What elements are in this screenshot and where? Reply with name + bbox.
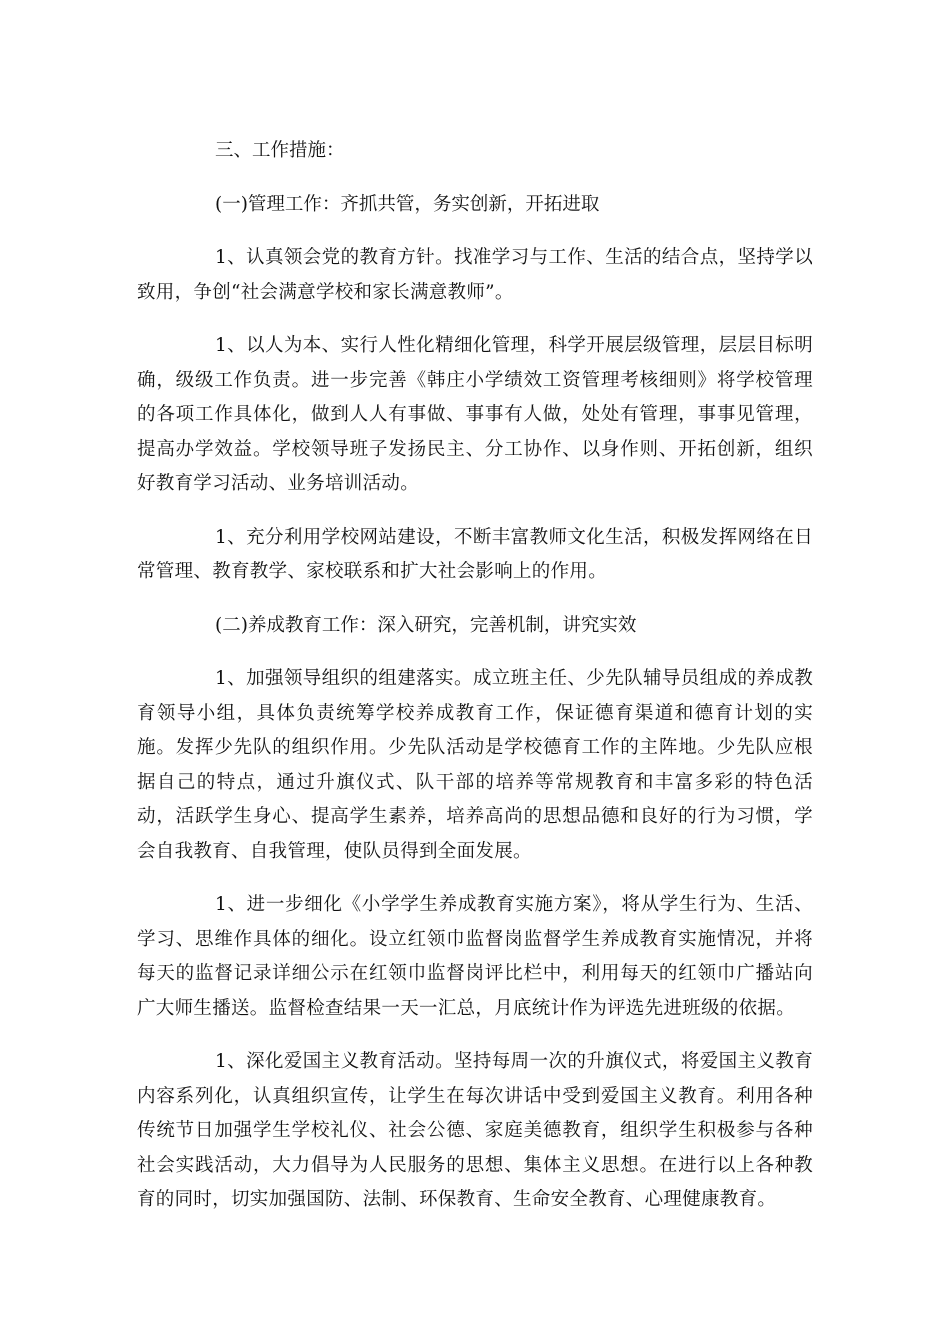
paragraph: 1、深化爱国主义教育活动。坚持每周一次的升旗仪式，将爱国主义教育内容系列化，认真组织宣传，让学生在每次讲话中受到爱国主义教育。利用各种传统节日加强学生学校礼仪、社会公德、家庭美德教育，组织学生积极参与各种社会实践活动，大力倡导为人民服务的思想、集体主义思想。在进行以上各种教育的同时，切实加强国防、法制、环保教育、生命安全教育、心理健康教育。 <box>137 1051 813 1210</box>
paragraph: 1、充分利用学校网站建设，不断丰富教师文化生活，积极发挥网络在日常管理、教育教学、家校联系和扩大社会影响上的作用。 <box>137 526 813 582</box>
subsection-title-management: (一)管理工作：齐抓共管，务实创新，开拓进取 <box>215 193 600 215</box>
paragraph: 1、认真领会党的教育方针。找准学习与工作、生活的结合点，坚持学以致用，争创“社会满意学校和家长满意教师”。 <box>137 247 813 303</box>
subsection-title-habit-education: (二)养成教育工作：深入研究，完善机制，讲究实效 <box>215 614 637 636</box>
paragraph: 1、进一步细化《小学学生养成教育实施方案》，将从学生行为、生活、学习、思维作具体的细化。设立红领巾监督岗监督学生养成教育实施情况，并将每天的监督记录详细公示在红领巾监督岗评比栏中，利用每天的红领巾广播站向广大师生播送。监督检查结果一天一汇总，月底统计作为评选先进班级的依据。 <box>137 894 813 1019</box>
document-body <box>137 134 813 1237</box>
paragraph: 1、加强领导组织的组建落实。成立班主任、少先队辅导员组成的养成教育领导小组，具体负责统筹学校养成教育工作，保证德育渠道和德育计划的实施。发挥少先队的组织作用。少先队活动是学校德育工作的主阵地。少先队应根据自己的特点，通过升旗仪式、队干部的培养等常规教育和丰富多彩的特色活动，活跃学生身心、提高学生素养，培养高尚的思想品德和良好的行为习惯，学会自我教育、自我管理，使队员得到全面发展。 <box>137 668 813 862</box>
section-title: 三、工作措施： <box>215 140 345 161</box>
paragraph: 1、以人为本、实行人性化精细化管理，科学开展层级管理，层层目标明确，级级工作负责。进一步完善《韩庄小学绩效工资管理考核细则》将学校管理的各项工作具体化，做到人人有事做、事事有人做，处处有管理，事事见管理，提高办学效益。学校领导班子发扬民主、分工协作、以身作则、开拓创新，组织好教育学习活动、业务培训活动。 <box>137 335 813 494</box>
